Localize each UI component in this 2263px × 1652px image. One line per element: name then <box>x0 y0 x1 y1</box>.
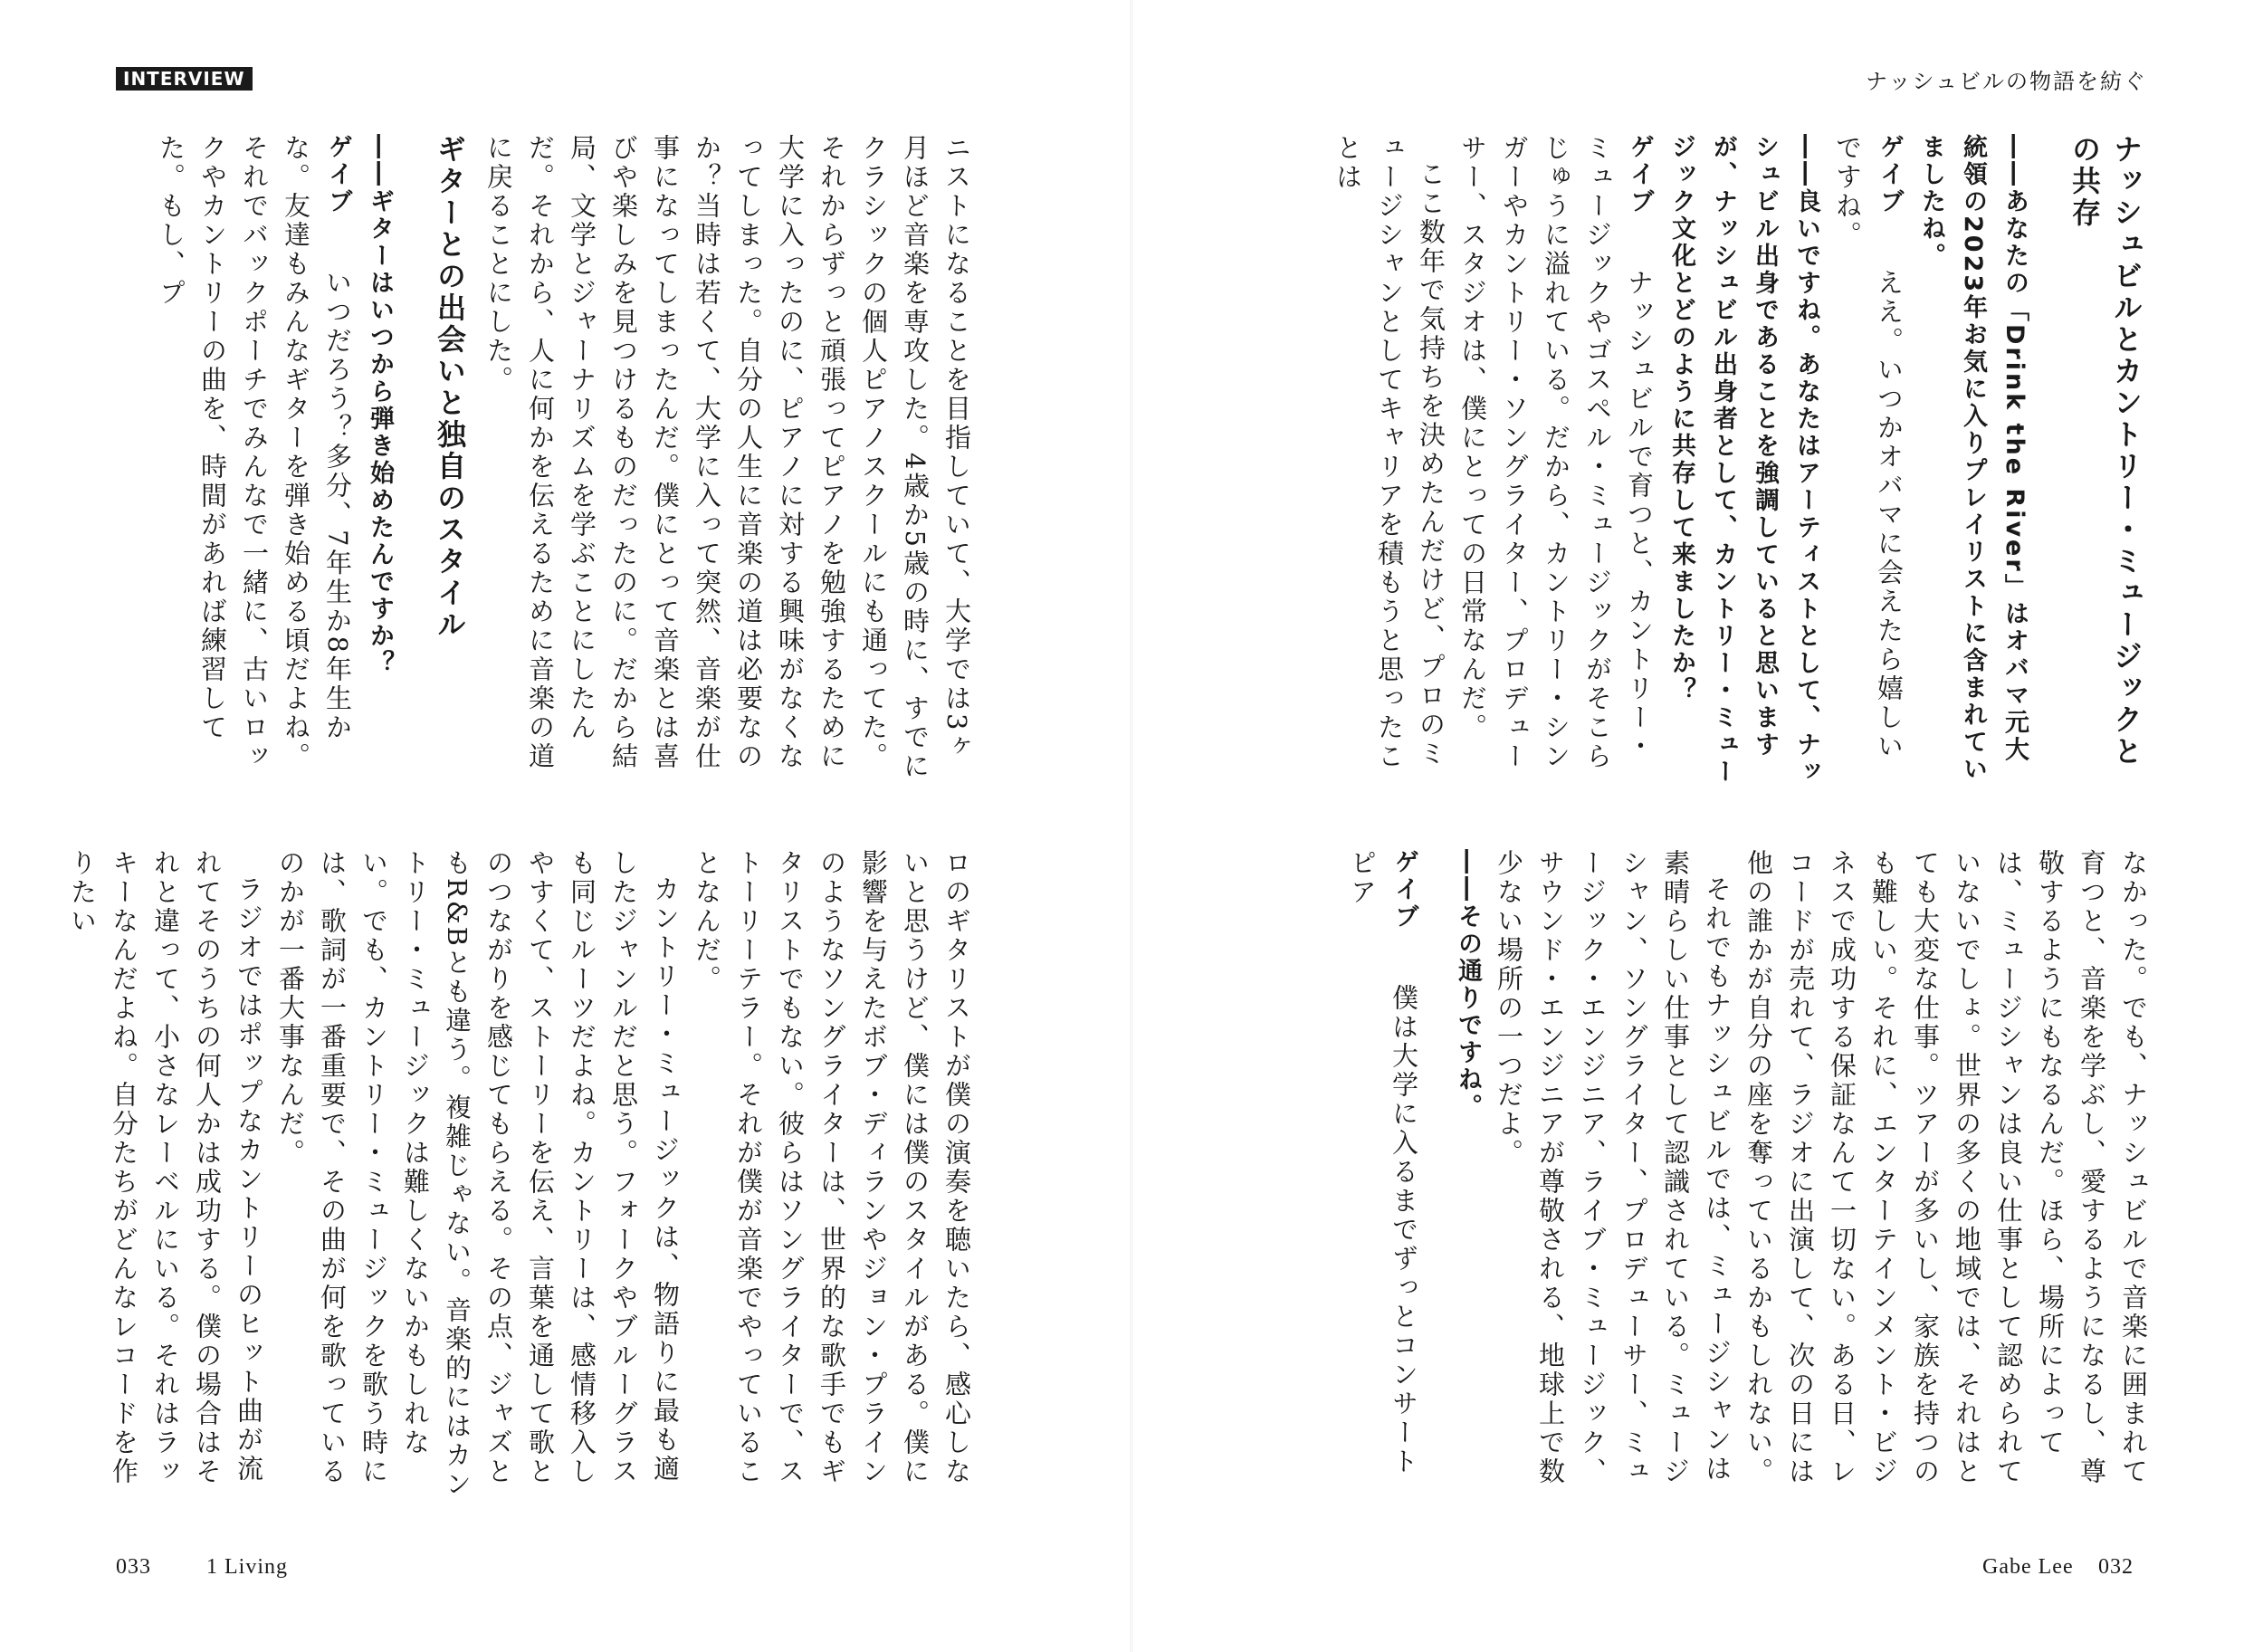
page-gutter <box>1130 0 1133 1652</box>
answer-4-paragraph <box>1342 849 1425 1503</box>
section-heading-coexistence: ナッシュビルとカントリー・ミュージックとの共存 <box>2067 134 2144 768</box>
answer-1: ええ。いつかオバマに会えたら嬉しいですね。 <box>1832 134 1905 761</box>
answer-2: ナッシュビルで育つと、カントリー・ミュージックやゴスペル・ミュージックがそこらじゅうに溢れている。だから、カントリー・シンガーやカントリー・ソングライター、プロデューサー、スタジオは、僕にとっての日常なんだ。 <box>1457 134 1655 771</box>
answer-6-paragraph <box>150 134 358 788</box>
left-page-number: 033 <box>116 1555 151 1579</box>
answer-1-paragraph <box>1827 134 1910 788</box>
interview-question-3: ――その通りですね。 <box>1454 849 1482 1121</box>
speaker-label: ゲイブ <box>324 134 352 215</box>
right-page-lower-text <box>1303 849 2154 1503</box>
answer-5: ニストになることを目指していて、大学では3ヶ月ほど音楽を専攻した。4歳か5歳の時に、すでにクラシックの個人ピアノスクールにも通ってた。それからずっと頑張ってピアノを勉強するために大学に入ったのに、ピアノに対する興味がなくなってしまった。自分の人生に音楽の道は必要なのか？当時は若くて、大学に入って突然、音楽が仕事になってしまったんだ。僕にとって音楽とは喜びや楽しみを見つけるものだったのに。だから結局、文学とジャーナリズムを学ぶことにしたんだ。それから、人に何かを伝えるために音楽の道に戻ることにした。 <box>483 134 972 781</box>
section-badge: INTERVIEW <box>116 67 253 91</box>
running-head: ナッシュビルの物語を紡ぐ <box>1865 69 2147 94</box>
answer-8: ラジオではポップなカントリーのヒット曲が流れてそのうちの何人かは成功する。僕の場合はそれと違って、小さなレーベルにいる。それはラッキーなんだよね。自分たちがどんなレコードを作りたい <box>67 849 264 1486</box>
speaker-label: ゲイブ <box>1876 134 1904 215</box>
left-section-label: 1 Living <box>206 1555 288 1579</box>
speaker-label: ゲイブ <box>1390 849 1418 931</box>
answer-7: ロのギタリストが僕の演奏を聴いたら、感心しないと思うけど、僕には僕のスタイルがある。僕に影響を与えたボブ・ディランやジョン・プラインのようなソングライターは、世界的な歌手でもギタリストでもない。彼らはソングライターで、ストーリーテラー。それが僕が音楽でやっていることなんだ。 <box>692 849 972 1486</box>
section-heading-guitar: ギターとの出会いと独自のスタイル <box>433 134 467 641</box>
answer-3: なかった。でも、ナッシュビルで音楽に囲まれて育つと、音楽を学ぶし、愛するようになるし、尊敬するようにもなるんだ。ほら、場所によっては、ミュージシャンは良い仕事として認められていないでしょ。世界の多くの地域では、それはとても大変な仕事。ツアーが多いし、家族を持つのも難しい。それに、エンターテインメント・ビジネスで成功する保証なんて一切ない。ある日、レコードが売れて、ラジオに出演して、次の日には他の誰かが自分の座を奪っているかもしれない。 <box>1743 849 2149 1486</box>
interview-question-1: ――あなたの「Drink the River」はオバマ元大統領の2023年お気に入りプレイリストに含まれていましたね。 <box>1917 134 2029 784</box>
answer-3-continued: それでもナッシュビルでは、ミュージシャンは素晴らしい仕事として認識されている。ミュージシャン、ソングライター、プロデューサー、ミュージック・エンジニア、ライブ・ミュージック、サウンド・エンジニアが尊敬される、地球上で数少ない場所の一つだよ。 <box>1494 849 1733 1486</box>
answer-4: 僕は大学に入るまでずっとコンサートピア <box>1347 849 1419 1476</box>
author-name: Gabe Lee <box>1982 1555 2074 1579</box>
left-page-lower-text <box>67 849 978 1503</box>
answer-2-continued: ここ数年で気持ちを決めたんだけど、プロのミュージシャンとしてキャリアを積もうと思ったことは <box>1332 134 1447 771</box>
interview-question-2: ――良いですね。あなたはアーティストとして、ナッシュビル出身であることを強調していると思いますが、ナッシュビル出身者として、カントリー・ミュージック文化とどのように共存して来ましたか？ <box>1667 134 1820 786</box>
interview-question-4: ――ギターはいつから弾き始めたんですか？ <box>366 134 394 677</box>
left-page-upper-text <box>109 134 978 788</box>
right-page-number: 032 <box>2098 1555 2134 1579</box>
answer-6: いつだろう？多分、7年生か8年生かな。友達もみんなギターを弾き始める頃だよね。それでバックポーチでみんなで一緒に、古いロックやカントリーの曲を、時間があれば練習してた。もし、プ <box>156 134 353 771</box>
answer-2-paragraph <box>1452 134 1660 788</box>
right-page-upper-text <box>1303 134 2154 788</box>
answer-7-continued: カントリー・ミュージックは、物語りに最も適したジャンルだと思う。フォークやブルーグラスも同じルーツだよね。カントリーは、感情移入しやすくて、ストーリーを伝え、言葉を通して歌とのつながりを感じてもらえる。その点、ジャズともR&Bとも違う。複雑じゃない。音楽的にはカントリー・ミュージックは難しくないかもしれない。でも、カントリー・ミュージックを歌う時には、歌詞が一番重要で、その曲が何を歌っているのかが一番大事なんだ。 <box>275 849 681 1499</box>
speaker-label: ゲイブ <box>1626 134 1654 215</box>
